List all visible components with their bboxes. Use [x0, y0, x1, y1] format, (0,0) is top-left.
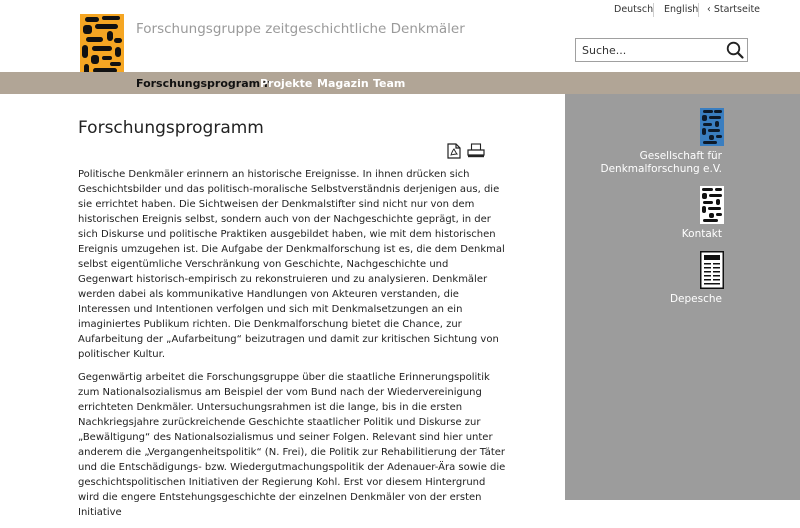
article-paragraph: Politische Denkmäler erinnern an historische Ereignisse. In ihnen drücken sich Geschichtsbilder und das politisch-moralische Selbstverständnis derjenigen aus, die sie errichtet haben. Die Sichtweisen der Denkmalstifter sind nicht nur von dem historischen Ereignis selbst, sondern auch von der Nachgeschichte geprägt, in der sich Diskurse und politische Praktiken ausgebildet haben, wie mit dem historischen Ereignis umzugehen ist. Die Aufgabe der Denkmalforschung ist es, die dem Denkmal selbst eigentümliche Verschränkung von Geschichte, Nachgeschichte und Gegenwart historisch-empirisch zu rekonstruieren und zu analysieren. Denkmäler werden dabei als kommunikative Handlungen von Akteuren verstanden, die Interessen und Intentionen verfolgen und sich mit Denkmalsetzungen an ein imaginiertes Publikum richten. Die Denkmalforschung bietet die Chance, zur Aufarbeitung der „Aufarbeitung“ beizutragen und damit zur kritischen Sichtung von politischer Kultur.: [78, 169, 505, 360]
language-divider: [653, 3, 654, 17]
contact-logo-icon[interactable]: [700, 186, 724, 224]
site-title[interactable]: Forschungsgruppe zeitgeschichtliche Denkmäler: [136, 21, 465, 37]
main-navigation: [0, 72, 800, 94]
home-link[interactable]: ‹ Startseite: [707, 4, 761, 15]
search-input[interactable]: [576, 39, 724, 61]
print-icon[interactable]: [467, 143, 485, 158]
search-button[interactable]: [725, 40, 745, 60]
pdf-download-icon[interactable]: [447, 143, 461, 159]
nav-item-team[interactable]: Team: [373, 77, 406, 90]
nav-item-magazin[interactable]: Magazin: [317, 77, 369, 90]
page-title: Forschungsprogramm: [78, 118, 264, 138]
newsletter-document-icon[interactable]: [700, 251, 724, 289]
language-english-link[interactable]: English: [664, 4, 699, 15]
sidebar-link-society-line1: Gesellschaft für: [639, 150, 722, 162]
sidebar-link-society-line2: Denkmalforschung e.V.: [600, 163, 722, 175]
article-content: [78, 167, 506, 528]
search-box: [575, 38, 748, 62]
sidebar: [565, 94, 800, 500]
search-icon: [725, 40, 745, 60]
nav-item-forschungsprogramm[interactable]: Forschungsprogramm: [136, 77, 272, 90]
article-paragraph: Gegenwärtig arbeitet die Forschungsgruppe über die staatliche Erinnerungspolitik zum Nationalsozialismus am Beispiel der vom Bund nach der Wiedervereinigung errichteten Denkmäler. Untersuchungsrahmen ist die lange, bis in die ersten Nachkriegsjahre zurückreichende Geschichte staatlicher Politik und Diskurse zur „Bewältigung“ des Nationalsozialismus und seiner Folgen. Relevant sind hier unter anderem die „Vergangenheitspolitik“ (N. Frei), die Politik zur Rehabilitierung der Täter und die Entschädigungs- bzw. Wiedergutmachungspolitik der Adenauer-Ära sowie die geschichtspolitischen Initiativen der Regierung Kohl. Erst vor diesem Hintergrund wird die engere Entstehungsgeschichte der einzelnen Denkmäler von der ersten Initiative: [78, 372, 506, 518]
nav-item-projekte[interactable]: Projekte: [260, 77, 313, 90]
society-logo-icon[interactable]: [700, 108, 724, 146]
sidebar-link-depesche[interactable]: Depesche: [669, 293, 722, 305]
language-divider: [698, 3, 699, 17]
sidebar-link-kontakt[interactable]: Kontakt: [681, 228, 722, 240]
sidebar-link-society[interactable]: [601, 150, 722, 176]
language-german-link[interactable]: Deutsch: [614, 4, 654, 15]
